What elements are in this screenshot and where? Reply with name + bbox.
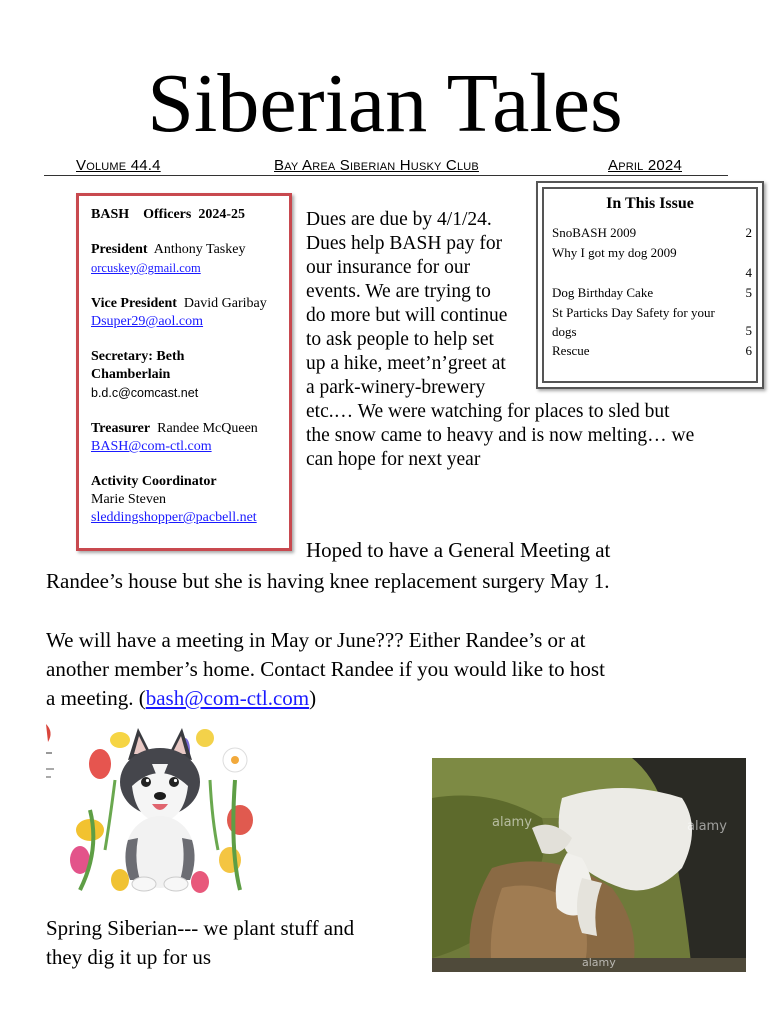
- husky-puppy-illustration: [60, 720, 260, 906]
- president-title: President: [91, 242, 148, 257]
- dues-line: to ask people to help set: [306, 329, 494, 350]
- masthead-divider: [44, 175, 728, 176]
- officers-heading: BASH Officers 2024-25: [91, 207, 245, 222]
- watermark: alamy: [582, 956, 616, 969]
- vp-name: David Garibay: [183, 296, 267, 311]
- president-name: Anthony Taskey: [153, 242, 246, 257]
- dues-line: etc.… We were watching for places to sled but: [306, 401, 670, 422]
- meeting-text-line: Randee’s house but she is having knee replacement surgery May 1.: [46, 569, 610, 593]
- meeting-paragraph: [46, 626, 746, 713]
- issue-item-label: St Particks Day Safety for your dogs: [552, 305, 715, 339]
- issue-item-page: 5: [745, 285, 752, 300]
- dues-line: Dues help BASH pay for: [306, 233, 503, 254]
- treasurer-name: Randee McQueen: [157, 421, 258, 436]
- dues-line: events. We are trying to: [306, 281, 491, 302]
- issue-item[interactable]: [552, 283, 752, 303]
- officers-box: [76, 193, 292, 551]
- treasurer-title: Treasurer: [91, 421, 151, 436]
- secretary-block: [91, 348, 287, 403]
- club-name: Bay Area Siberian Husky Club: [274, 157, 479, 174]
- watermark: alamy: [492, 815, 532, 830]
- watermark: alamy: [687, 819, 727, 834]
- puppy-figure: [120, 728, 200, 891]
- in-this-issue-box: [536, 181, 764, 389]
- meeting-tail-prefix: a meeting. (: [46, 686, 146, 710]
- dog-digging-photo: [432, 758, 746, 972]
- issue-item-page: 2: [745, 225, 752, 240]
- treasurer-block: [91, 420, 287, 456]
- meeting-email-link[interactable]: bash@com-ctl.com: [145, 686, 310, 710]
- meeting-text-line: We will have a meeting in May or June??? Either Randee’s or at: [46, 628, 586, 652]
- dues-line: a park-winery-brewery: [306, 377, 486, 398]
- vp-block: [91, 295, 287, 331]
- dues-line: Dues are due by 4/1/24.: [306, 209, 492, 230]
- issue-item-label: Rescue: [552, 343, 590, 358]
- issue-inner-frame: [542, 187, 758, 383]
- dues-line: can hope for next year: [306, 449, 481, 470]
- issue-list: [552, 223, 752, 361]
- dues-line: do more but will continue: [306, 305, 508, 326]
- issue-item[interactable]: [552, 243, 752, 283]
- vp-email-link[interactable]: Dsuper29@aol.com: [91, 314, 204, 329]
- caption-line: they dig it up for us: [46, 945, 212, 969]
- coordinator-email-link[interactable]: sleddingshopper@pacbell.net: [91, 510, 257, 525]
- issue-item-label: Why I got my dog 2009: [552, 245, 677, 260]
- cropped-image-fragment: [44, 718, 60, 790]
- issue-item-label: SnoBASH 2009: [552, 225, 637, 240]
- meeting-text-line: another member’s home. Contact Randee if you would like to host: [46, 657, 605, 681]
- dues-line: the snow came to heavy and is now melting… we: [306, 425, 695, 446]
- secretary-email: b.d.c@comcast.net: [91, 386, 199, 400]
- issue-title: In This Issue: [606, 195, 694, 212]
- volume-label: Volume 44.4: [76, 157, 161, 174]
- photo-caption: [46, 914, 426, 972]
- treasurer-email-link[interactable]: BASH@com-ctl.com: [91, 439, 212, 454]
- issue-item[interactable]: [552, 223, 752, 243]
- caption-line: Spring Siberian--- we plant stuff and: [46, 916, 355, 940]
- newsletter-title: Siberian Tales: [147, 57, 623, 150]
- meeting-text-line: Hoped to have a General Meeting at: [306, 538, 611, 562]
- vp-title: Vice President: [91, 296, 177, 311]
- president-block: [91, 241, 287, 278]
- issue-item-page: 5: [745, 323, 752, 338]
- issue-item[interactable]: [552, 341, 752, 361]
- coordinator-title: Activity Coordinator: [91, 474, 217, 489]
- coordinator-block: [91, 473, 287, 527]
- secretary-title: Secretary: Beth Chamberlain: [91, 349, 185, 382]
- coordinator-name: Marie Steven: [91, 492, 167, 507]
- dues-line: up a hike, meet’n’greet at: [306, 353, 506, 374]
- president-email-link[interactable]: orcuskey@gmail.com: [91, 261, 201, 275]
- meeting-tail-suffix: ): [309, 686, 317, 710]
- issue-item-page: 4: [745, 265, 752, 280]
- issue-item[interactable]: [552, 303, 752, 341]
- meeting-text-line: [46, 684, 746, 713]
- issue-item-page: 6: [745, 343, 752, 358]
- issue-date: April 2024: [608, 157, 682, 174]
- issue-item-label: Dog Birthday Cake: [552, 285, 654, 300]
- dues-article-continued: [306, 400, 726, 472]
- dues-article: [306, 208, 546, 400]
- dues-line: our insurance for our: [306, 257, 471, 278]
